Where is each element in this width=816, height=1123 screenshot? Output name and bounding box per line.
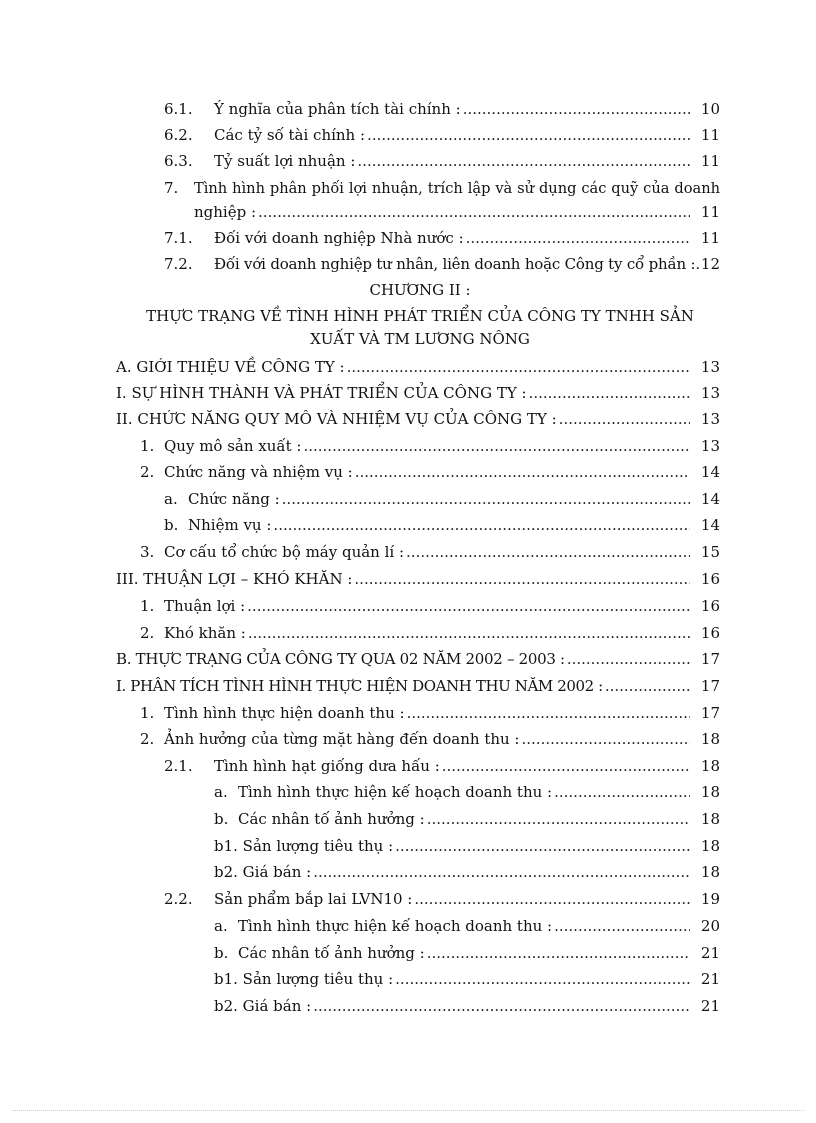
- entry-page: 13: [700, 358, 720, 376]
- dot-leader: [248, 620, 690, 646]
- toc-entry-2-2: [164, 886, 720, 912]
- entry-number: 2.2.: [164, 890, 193, 908]
- toc-entry-iii-1: [140, 593, 720, 619]
- entry-page: 13: [700, 410, 720, 428]
- toc-entry-ii-2-b: [164, 512, 720, 538]
- dot-leader: [247, 593, 690, 619]
- entry-number: 1.: [140, 597, 155, 615]
- entry-title: Chức năng :: [188, 490, 280, 508]
- entry-number: b.: [214, 810, 229, 828]
- entry-page: 18: [700, 783, 720, 801]
- toc-entry-i: [116, 380, 720, 406]
- dot-leader: [567, 646, 690, 672]
- entry-title: b2. Giá bán :: [214, 863, 312, 881]
- dot-leader: [605, 673, 690, 699]
- entry-title: B. THỰC TRẠNG CỦA CÔNG TY QUA 02 NĂM 2002 – 2003 :: [116, 650, 565, 668]
- dot-leader: [273, 512, 690, 538]
- entry-page: 21: [700, 970, 720, 988]
- entry-number: b.: [164, 516, 179, 534]
- dot-leader: [258, 199, 690, 225]
- entry-title: Các nhân tố ảnh hưởng :: [238, 944, 425, 962]
- entry-number: 2.: [140, 624, 155, 642]
- dot-leader: [463, 96, 690, 122]
- entry-number: 6.1.: [164, 100, 193, 118]
- toc-entry-b-i: [116, 673, 720, 699]
- dot-leader: [559, 406, 690, 432]
- entry-number: 1.: [140, 704, 155, 722]
- entry-title: A. GIỚI THIỆU VỀ CÔNG TY :: [116, 358, 345, 376]
- entry-title: Tình hình thực hiện doanh thu :: [164, 704, 405, 722]
- entry-page: 10: [700, 100, 720, 118]
- toc-entry-b: [116, 646, 720, 672]
- entry-title: Các tỷ số tài chính :: [214, 126, 366, 144]
- entry-title: Ảnh hưởng của từng mặt hàng đến doanh thu :: [164, 730, 520, 748]
- dot-leader: [427, 806, 690, 832]
- dot-leader: [466, 225, 690, 251]
- dot-leader: [395, 966, 690, 992]
- entry-title: b1. Sản lượng tiêu thụ :: [214, 837, 394, 855]
- toc-entry-ii-2: [140, 459, 720, 485]
- dot-leader: [357, 148, 690, 174]
- entry-number: a.: [214, 917, 228, 935]
- entry-title: Đối với doanh nghiệp Nhà nước :: [214, 229, 464, 247]
- entry-title: Tình hình thực hiện kế hoạch doanh thu :: [238, 917, 553, 935]
- entry-number: 2.: [140, 463, 155, 481]
- entry-page: 13: [700, 437, 720, 455]
- toc-entry-7-2: [164, 251, 720, 277]
- entry-title: Các nhân tố ảnh hưởng :: [238, 810, 425, 828]
- entry-title: Quy mô sản xuất :: [164, 437, 302, 455]
- chapter-title-line2: XUẤT VÀ TM LƯƠNG NÔNG: [310, 330, 530, 348]
- dot-leader: [406, 539, 690, 565]
- entry-number: 7.: [164, 179, 179, 197]
- entry-title: b1. Sản lượng tiêu thụ :: [214, 970, 394, 988]
- entry-title-line1: Tình hình phân phối lợi nhuận, trích lập và sử dụng các quỹ của doanh: [194, 180, 720, 197]
- dot-leader: [395, 833, 690, 859]
- entry-page: 16: [700, 597, 720, 615]
- entry-page: 16: [700, 570, 720, 588]
- entry-page: 15: [700, 543, 720, 561]
- toc-entry-6-1: [164, 96, 720, 122]
- toc-entry-2-1-b2: [214, 859, 720, 885]
- entry-title: Cơ cấu tổ chức bộ máy quản lí :: [164, 543, 405, 561]
- entry-page: 17: [700, 677, 720, 695]
- entry-page: 18: [700, 837, 720, 855]
- toc-entry-2-2-b: [214, 940, 720, 966]
- toc-entry-2-1: [164, 753, 720, 779]
- entry-title: Khó khăn :: [164, 624, 246, 642]
- dot-leader: [354, 566, 690, 592]
- entry-number: b.: [214, 944, 229, 962]
- entry-page: 13: [700, 384, 720, 402]
- toc-entry-6-3: [164, 148, 720, 174]
- toc-entry-2-1-a: [214, 779, 720, 805]
- entry-number: 7.1.: [164, 229, 193, 247]
- entry-title: Tình hình hạt giống dưa hấu :: [214, 757, 440, 775]
- entry-title: Chức năng và nhiệm vụ :: [164, 463, 353, 481]
- entry-title: Ý nghĩa của phân tích tài chính :: [214, 100, 461, 118]
- toc-entry-ii-3: [140, 539, 720, 565]
- toc-entry-b-i-1: [140, 700, 720, 726]
- toc-entry-a: [116, 354, 720, 380]
- entry-page: 14: [700, 490, 720, 508]
- entry-page: 21: [700, 997, 720, 1015]
- entry-title: I. SỰ HÌNH THÀNH VÀ PHÁT TRIỂN CỦA CÔNG TY :: [116, 384, 527, 402]
- dot-leader: [529, 380, 690, 406]
- entry-title: II. CHỨC NĂNG QUY MÔ VÀ NHIỆM VỤ CỦA CÔNG TY :: [116, 410, 557, 428]
- entry-number: a.: [214, 783, 228, 801]
- dot-leader: [414, 886, 690, 912]
- dot-leader: [522, 726, 691, 752]
- dot-leader: [282, 486, 690, 512]
- entry-title: Tình hình thực hiện kế hoạch doanh thu :: [238, 783, 553, 801]
- entry-page: 11: [700, 152, 720, 170]
- entry-page: 16: [700, 624, 720, 642]
- entry-page: 21: [700, 944, 720, 962]
- entry-page: 17: [700, 650, 720, 668]
- entry-page: 11: [700, 229, 720, 247]
- toc-entry-iii: [116, 566, 720, 592]
- entry-page: 18: [700, 730, 720, 748]
- dot-leader: [313, 859, 690, 885]
- entry-page: 18: [700, 757, 720, 775]
- entry-page: 12: [700, 255, 720, 273]
- entry-page: 11: [700, 126, 720, 144]
- toc-entry-ii: [116, 406, 720, 432]
- dot-leader: [554, 913, 690, 939]
- toc-entry-6-2: [164, 122, 720, 148]
- toc-entry-7: [164, 175, 720, 201]
- entry-title: Đối với doanh nghiệp tư nhân, liên doanh hoặc Công ty cổ phần :: [214, 255, 696, 273]
- entry-number: 6.2.: [164, 126, 193, 144]
- entry-number: a.: [164, 490, 178, 508]
- chapter-label: CHƯƠNG II :: [369, 281, 471, 299]
- entry-page: 19: [700, 890, 720, 908]
- entry-page: 11: [700, 203, 720, 221]
- toc-entry-iii-2: [140, 620, 720, 646]
- entry-page: 18: [700, 810, 720, 828]
- entry-page: 18: [700, 863, 720, 881]
- entry-page: 17: [700, 704, 720, 722]
- entry-title: Sản phẩm bắp lai LVN10 :: [214, 890, 413, 908]
- toc-entry-ii-1: [140, 433, 720, 459]
- dot-leader: [427, 940, 690, 966]
- entry-number: 2.: [140, 730, 155, 748]
- toc-entry-7-1: [164, 225, 720, 251]
- entry-page: 14: [700, 516, 720, 534]
- dot-leader: [313, 993, 690, 1019]
- entry-number: 7.2.: [164, 255, 193, 273]
- toc-entry-2-2-b2: [214, 993, 720, 1019]
- dot-leader: [355, 459, 690, 485]
- entry-title: Tỷ suất lợi nhuận :: [214, 152, 356, 170]
- dot-leader: [554, 779, 690, 805]
- toc-entry-2-1-b1: [214, 833, 720, 859]
- entry-title: b2. Giá bán :: [214, 997, 312, 1015]
- entry-number: 2.1.: [164, 757, 193, 775]
- entry-title: III. THUẬN LỢI – KHÓ KHĂN :: [116, 570, 353, 588]
- dot-leader: [347, 354, 690, 380]
- toc-entry-2-2-a: [214, 913, 720, 939]
- toc-entry-2-2-b1: [214, 966, 720, 992]
- dot-leader: [367, 122, 690, 148]
- dot-leader: [303, 433, 690, 459]
- chapter-title-line1: THỰC TRẠNG VỀ TÌNH HÌNH PHÁT TRIỂN CỦA CÔNG TY TNHH SẢN: [146, 307, 694, 325]
- toc-entry-2-1-b: [214, 806, 720, 832]
- entry-title: Thuận lợi :: [164, 597, 246, 615]
- entry-number: 6.3.: [164, 152, 193, 170]
- dot-leader: [442, 753, 690, 779]
- toc-entry-ii-2-a: [164, 486, 720, 512]
- entry-title: Nhiệm vụ :: [188, 516, 272, 534]
- entry-title-line2: nghiệp :: [194, 203, 257, 221]
- toc-entry-b-i-2: [140, 726, 720, 752]
- entry-page: 20: [700, 917, 720, 935]
- entry-title: I. PHÂN TÍCH TÌNH HÌNH THỰC HIỆN DOANH THU NĂM 2002 :: [116, 677, 603, 695]
- dot-leader: [407, 700, 690, 726]
- entry-number: 1.: [140, 437, 155, 455]
- toc-entry-7-cont: [194, 199, 720, 225]
- page-bottom-divider: [12, 1110, 804, 1111]
- entry-page: 14: [700, 463, 720, 481]
- entry-number: 3.: [140, 543, 155, 561]
